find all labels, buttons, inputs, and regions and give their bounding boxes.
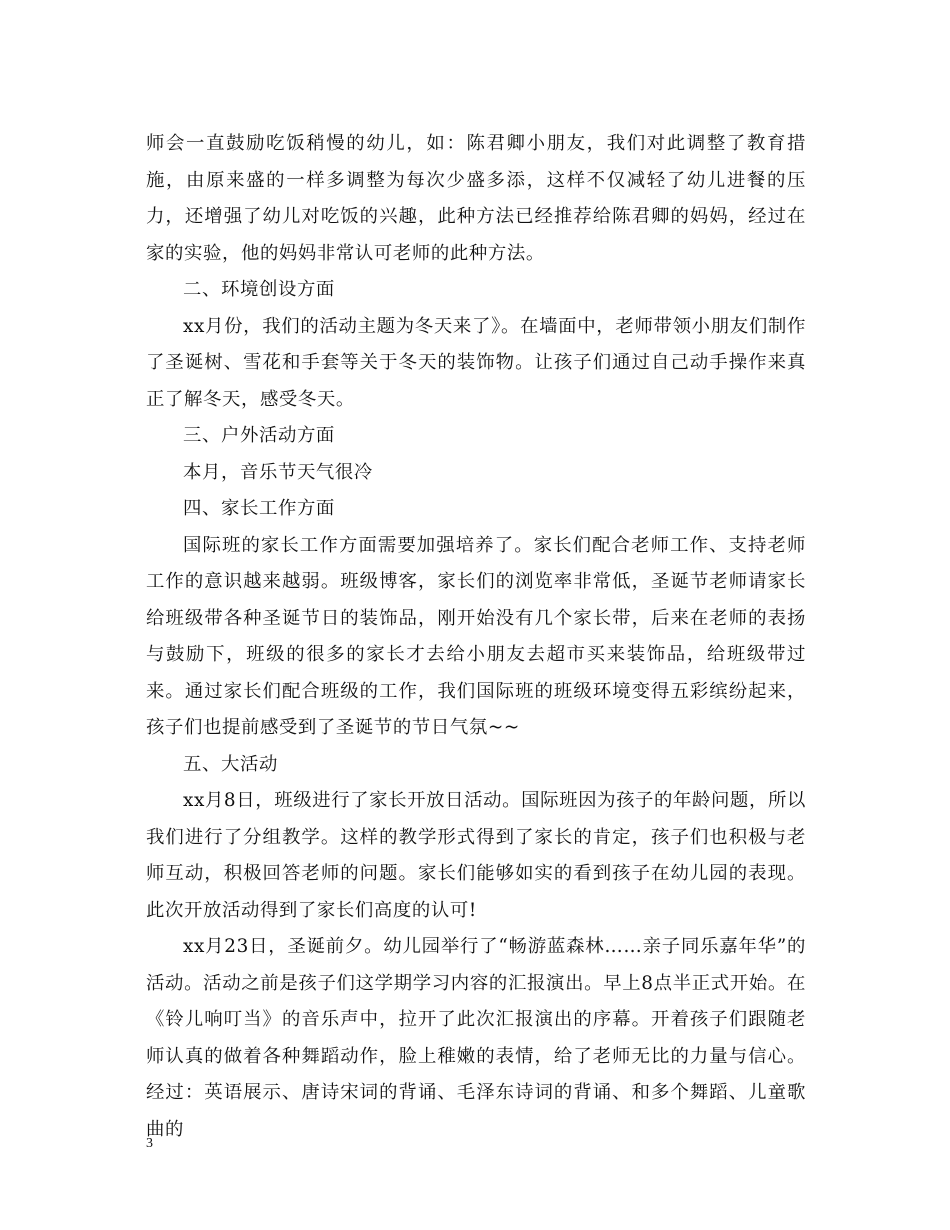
paragraph-environment: xx月份，我们的活动主题为冬天来了》。在墙面中，老师带领小朋友们制作了圣诞树、雪花和手套等关于冬天的装饰物。让孩子们通过自己动手操作来真正了解冬天，感受冬天。 xyxy=(146,315,806,410)
paragraph-christmas-eve: xx月23日，圣诞前夕。幼儿园举行了“畅游蓝森林……亲子同乐嘉年华”的活动。活动之前是孩子们这学期学习内容的汇报演出。早上8点半正式开始。在《铃儿响叮当》的音乐声中，拉开了此次汇报演出的序幕。开着孩子们跟随老师认真的做着各种舞蹈动作，脸上稚嫩的表情，给了老师无比的力量与信心。经过：英语展示、唐诗宋词的背诵、毛泽东诗词的背诵、和多个舞蹈、儿童歌曲的 xyxy=(146,936,806,1140)
section-heading-parents: 四、家长工作方面 xyxy=(183,498,335,519)
paragraph-open-day: xx月8日，班级进行了家长开放日活动。国际班因为孩子的年龄问题，所以我们进行了分组教学。这样的教学形式得到了家长的肯定，孩子们也积极与老师互动，积极回答老师的问题。家长们能够如实的看到孩子在幼儿园的表现。此次开放活动得到了家长们高度的认可! xyxy=(146,790,806,921)
section-heading-big-events: 五、大活动 xyxy=(183,753,278,775)
paragraph-outdoor: 本月，音乐节天气很冷 xyxy=(183,461,373,483)
document-body xyxy=(146,126,806,1148)
page-number: 3 xyxy=(146,1136,153,1151)
section-heading-outdoor: 三、户外活动方面 xyxy=(183,425,335,446)
paragraph-parents: 国际班的家长工作方面需要加强培养了。家长们配合老师工作、支持老师工作的意识越来越弱。班级博客，家长们的浏览率非常低，圣诞节老师请家长给班级带各种圣诞节日的装饰品，刚开始没有几个家长带，后来在老师的表扬与鼓励下，班级的很多的家长才去给小朋友去超市买来装饰品，给班级带过来。通过家长们配合班级的工作，我们国际班的班级环境变得五彩缤纷起来，孩子们也提前感受到了圣诞节的节日气氛~~ xyxy=(146,534,806,738)
paragraph-continued-meal: 师会一直鼓励吃饭稍慢的幼儿，如：陈君卿小朋友，我们对此调整了教育措施，由原来盛的一样多调整为每次少盛多添，这样不仅减轻了幼儿进餐的压力，还增强了幼儿对吃饭的兴趣，此种方法已经推荐给陈君卿的妈妈，经过在家的实验，他的妈妈非常认可老师的此种方法。 xyxy=(146,133,806,264)
section-heading-environment: 二、环境创设方面 xyxy=(183,279,335,300)
